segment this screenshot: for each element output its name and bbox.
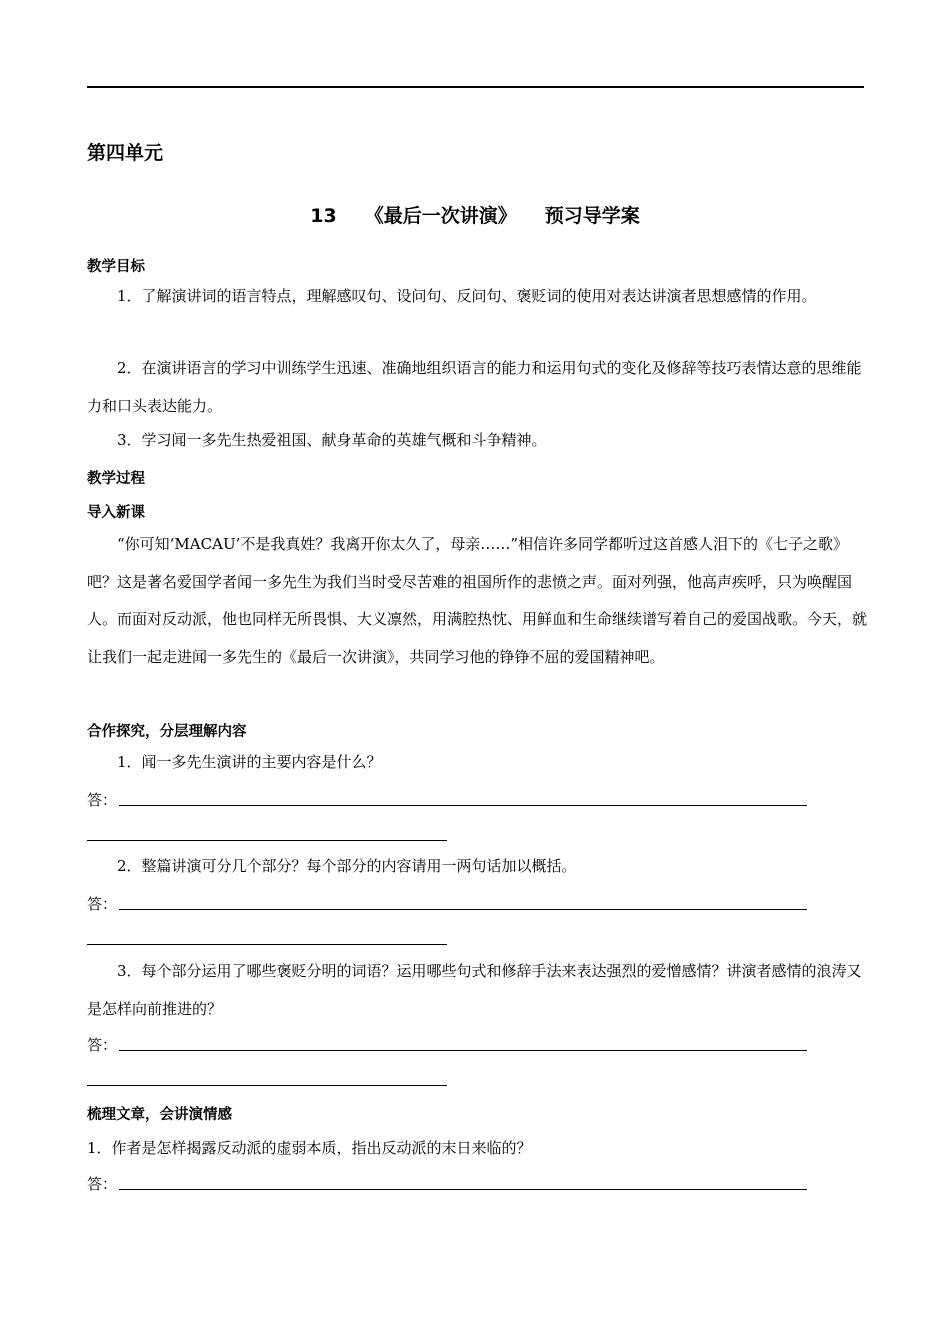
lesson-type: 预习导学案 [544,205,640,227]
answer-label: 答： [87,895,118,913]
goal-item: 1．了解演讲词的语言特点，理解感叹句、设问句、反问句、褒贬词的使用对表达讲演者思想感情的作用。 [117,287,817,305]
process-heading: 教学过程 [87,471,145,487]
explore-heading: 合作探究，分层理解内容 [87,724,247,740]
answer-line[interactable] [119,909,807,910]
unit-title: 第四单元 [87,142,164,164]
answer-line[interactable] [119,1189,807,1190]
goal-item: 2．在演讲语言的学习中训练学生迅速、准确地组织语言的能力和运用句式的变化及修辞等技巧表情达意的思维能力和口头表达能力。 [87,359,862,415]
sort-question: 1．作者是怎样揭露反动派的虚弱本质，指出反动派的末日来临的？ [87,1139,532,1157]
answer-line[interactable] [119,805,807,806]
intro-paragraph: “你可知‘MACAU’不是我真姓？我离开你太久了，母亲……”相信许多同学都听过这首感人泪下的《七子之歌》吧？这是著名爱国学者闻一多先生为我们当时受尽苦难的祖国所作的悲愤之声。面对列强，他高声疾呼，只为唤醒国人。而面对反动派，他也同样无所畏惧、大义凛然，用满腔热忱、用鲜血和生命继续谱写着自己的爱国战歌。今天，就让我们一起走进闻一多先生的《最后一次讲演》，共同学习他的铮铮不屈的爱国精神吧。 [87,535,868,666]
answer-line[interactable] [87,840,447,841]
answer-label: 答： [87,1175,118,1193]
lesson-title [0,201,950,228]
goal-item: 3．学习闻一多先生热爱祖国、献身革命的英雄气概和斗争精神。 [117,431,547,449]
answer-line[interactable] [87,1085,447,1086]
explore-question: 3．每个部分运用了哪些褒贬分明的词语？运用哪些句式和修辞手法来表达强烈的爱憎感情？讲演者感情的浪涛又是怎样向前推进的？ [87,962,862,1018]
header-rule [87,86,864,88]
explore-question: 2．整篇讲演可分几个部分？每个部分的内容请用一两句话加以概括。 [117,857,577,875]
answer-label: 答： [87,1036,118,1054]
explore-question: 1．闻一多先生演讲的主要内容是什么？ [117,753,382,771]
answer-line[interactable] [87,944,447,945]
lesson-name: 《最后一次讲演》 [364,205,517,227]
lesson-number: 13 [310,205,337,227]
answer-label: 答： [87,791,118,809]
answer-line[interactable] [119,1050,807,1051]
sort-heading: 梳理文章，会讲演情感 [87,1107,232,1123]
goals-heading: 教学目标 [87,259,145,275]
intro-heading: 导入新课 [87,505,145,521]
